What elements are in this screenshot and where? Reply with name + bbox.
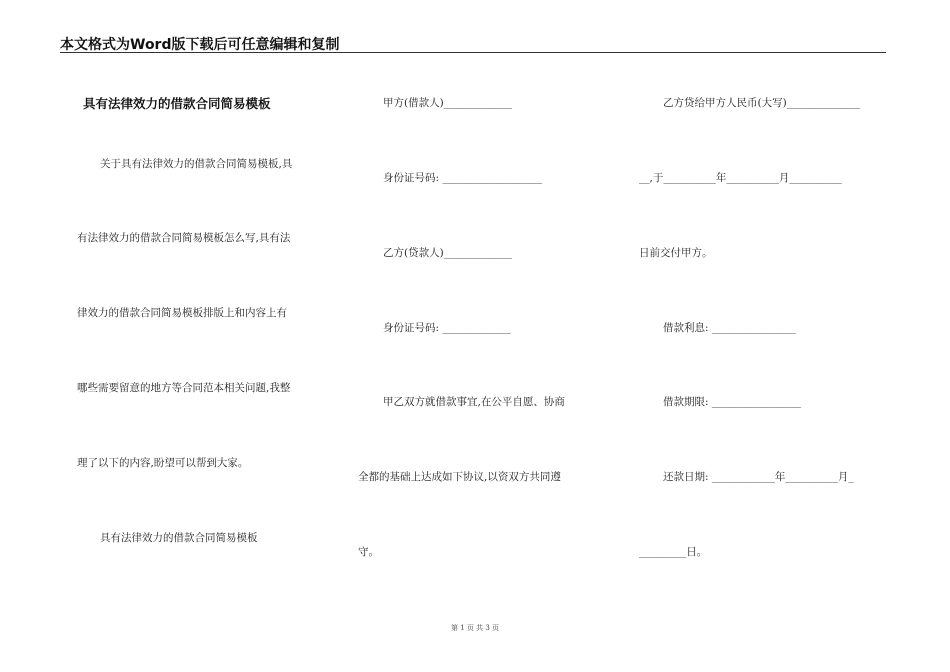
paragraph-line: 有法律效力的借款合同简易模板怎么写,具有法 <box>77 232 291 244</box>
page-number: 第 1 页 共 3 页 <box>450 624 500 632</box>
document-title: 具有法律效力的借款合同简易模板 <box>83 96 271 111</box>
lender-id-field: 身份证号码: _____________ <box>383 322 511 334</box>
repayment-date-field-end: _________日。 <box>639 546 708 558</box>
delivery-date-field: __,于__________年__________月__________ <box>639 172 842 184</box>
paragraph-line: 理了以下的内容,盼望可以帮到大家。 <box>77 457 249 469</box>
lender-field: 乙方(贷款人)_____________ <box>383 247 512 259</box>
loan-term-field: 借款期限: _________________ <box>663 396 802 408</box>
section-heading: 具有法律效力的借款合同简易模板 <box>100 532 258 544</box>
paragraph-line: 日前交付甲方。 <box>639 247 713 259</box>
header-divider <box>60 52 886 53</box>
paragraph-line: 全都的基础上达成如下协议,以资双方共同遵 <box>358 471 561 483</box>
paragraph-line: 律效力的借款合同简易模板排版上和内容上有 <box>77 307 287 319</box>
borrower-field: 甲方(借款人)_____________ <box>383 97 512 109</box>
loan-interest-field: 借款利息: ________________ <box>663 322 796 334</box>
borrower-id-field: 身份证号码: ___________________ <box>383 172 543 184</box>
paragraph-line: 守。 <box>358 546 379 558</box>
paragraph-line: 甲乙双方就借款事宜,在公平自愿、协商 <box>383 396 565 408</box>
paragraph-line: 哪些需要留意的地方等合同范本相关问题,我整 <box>77 382 291 394</box>
repayment-date-field: 还款日期: ____________年__________月_ <box>663 471 854 483</box>
paragraph-line: 关于具有法律效力的借款合同简易模板,具 <box>100 158 293 170</box>
loan-amount-field: 乙方贷给甲方人民币(大写)______________ <box>663 97 861 109</box>
document-header: 本文格式为Word版下载后可任意编辑和复制 <box>60 37 340 53</box>
